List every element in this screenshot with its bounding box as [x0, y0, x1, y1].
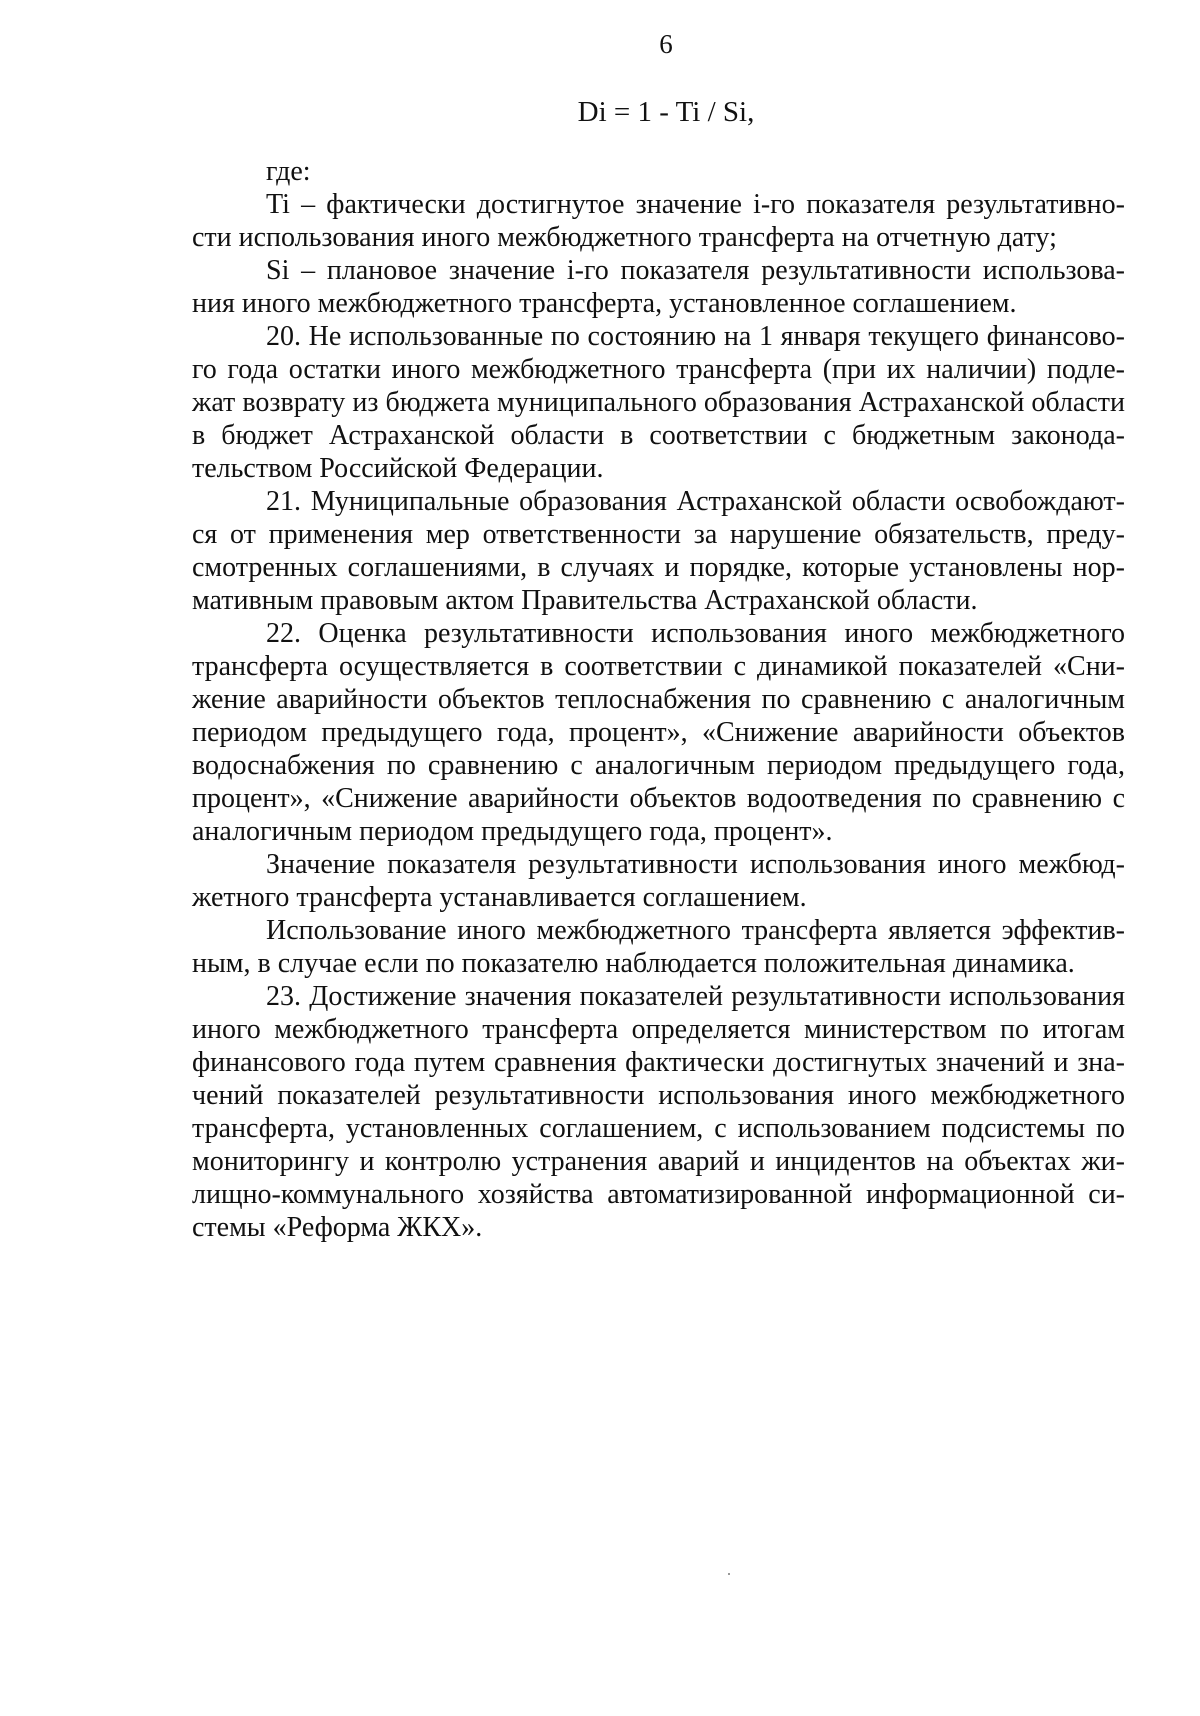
- paragraph-where: где:: [266, 156, 311, 187]
- paragraph-indicator-value: Значение показателя результативности использования иного межбюджетного трансферта устанавливается соглашением.: [192, 849, 1125, 913]
- paragraph-23: 23. Достижение значения показателей результативности использования иного межбюджетного трансферта определяется министерством по итогам финансового года путем сравнения фактически достигнутых значений и значений показателей результативности использования иного межбюджетного трансферта, установленных соглашением, с использованием подсистемы по мониторингу и контролю устранения аварий и инцидентов на объектах жилищно-коммунального хозяйства автоматизированной информационной системы «Реформа ЖКХ».: [192, 981, 1125, 1243]
- paragraph-21: 21. Муниципальные образования Астраханской области освобождаются от применения мер ответственности за нарушение обязательств, предусмотренных соглашениями, в случаях и порядке, которые установлены нормативным правовым актом Правительства Астраханской области.: [192, 486, 1125, 616]
- paragraph-si-definition: Si – плановое значение i-го показателя результативности использования иного межбюджетного трансферта, установленное соглашением.: [192, 255, 1125, 319]
- paragraph-ti-definition: Ti – фактически достигнутое значение i-го показателя результативности использования иного межбюджетного трансферта на отчетную дату;: [192, 189, 1125, 253]
- page-number: 6: [659, 29, 673, 59]
- body-text: [192, 155, 1125, 1244]
- formula: Di = 1 - Ti / Si,: [577, 96, 755, 128]
- paragraph-20: 20. Не использованные по состоянию на 1 января текущего финансового года остатки иного межбюджетного трансферта (при их наличии) подлежат возврату из бюджета муниципального образования Астраханской области в бюджет Астраханской области в соответствии с бюджетным законодательством Российской Федерации.: [192, 321, 1125, 484]
- paragraph-effectiveness: Использование иного межбюджетного трансферта является эффективным, в случае если по показателю наблюдается положительная динамика.: [192, 915, 1125, 979]
- scan-speck: [728, 1573, 730, 1575]
- paragraph-22: 22. Оценка результативности использования иного межбюджетного трансферта осуществляется в соответствии с динамикой показателей «Снижение аварийности объектов теплоснабжения по сравнению с аналогичным периодом предыдущего года, процент», «Снижение аварийности объектов водоснабжения по сравнению с аналогичным периодом предыдущего года, процент», «Снижение аварийности объектов водоотведения по сравнению с аналогичным периодом предыдущего года, процент».: [192, 618, 1125, 847]
